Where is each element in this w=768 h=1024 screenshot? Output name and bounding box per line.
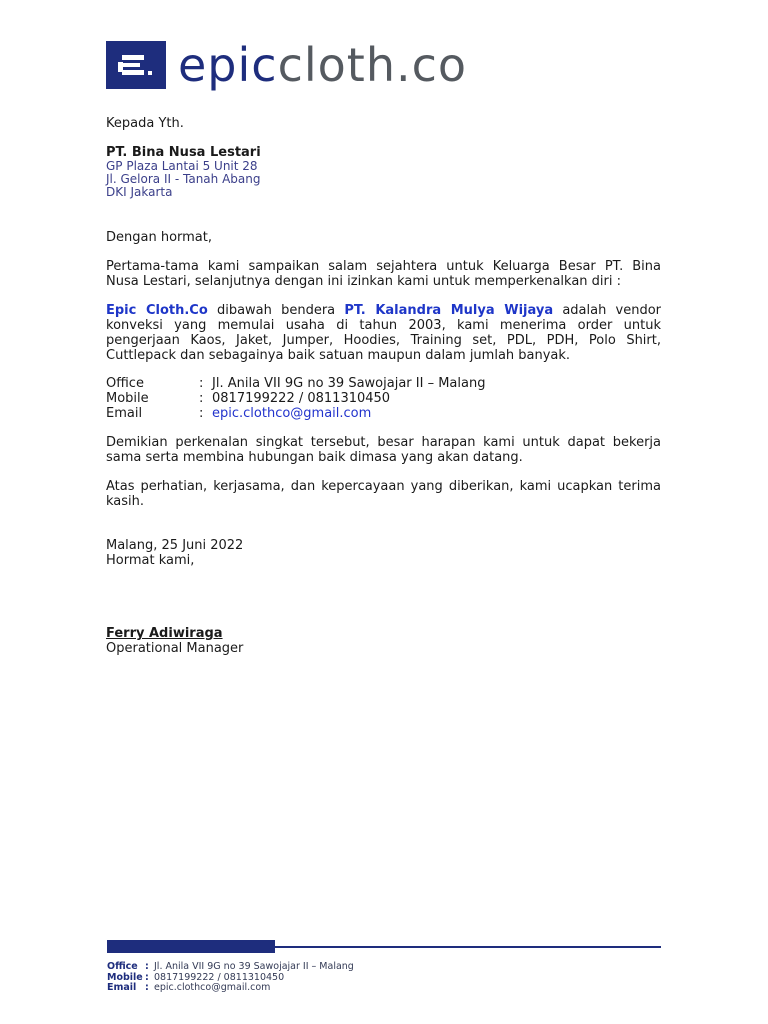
- paragraph-intro: [106, 259, 661, 289]
- contact-colon: :: [199, 376, 204, 391]
- text-fragment: adalah vendor: [553, 303, 662, 318]
- address-line: GP Plaza Lantai 5 Unit 28: [106, 159, 258, 173]
- footer-email-link[interactable]: epic.clothco@gmail.com: [154, 982, 271, 993]
- signer-name: Ferry Adiwiraga: [106, 626, 223, 641]
- contact-label: Mobile: [106, 391, 149, 406]
- contact-value: Jl. Anila VII 9G no 39 Sawojajar II – Malang: [212, 376, 486, 391]
- footer-value: 0817199222 / 0811310450: [154, 971, 285, 983]
- footer-contact: [107, 962, 354, 994]
- contact-block: [106, 376, 661, 421]
- logo-wordmark: [178, 40, 467, 90]
- paragraph-line: kasih.: [106, 494, 145, 509]
- footer-row-office: [107, 962, 354, 973]
- paragraph-thanks: [106, 479, 661, 509]
- paragraph-company: [106, 303, 661, 363]
- place-date: Malang, 25 Juni 2022: [106, 538, 244, 553]
- signer-title: Operational Manager: [106, 641, 244, 656]
- paragraph-line: Pertama-tama kami sampaikan salam sejahtera untuk Keluarga Besar PT. Bina: [106, 259, 661, 274]
- paragraph-closing: [106, 435, 661, 465]
- text-fragment: dibawah bendera: [207, 303, 345, 318]
- footer-colon: :: [145, 971, 149, 983]
- recipient-company: PT. Bina Nusa Lestari: [106, 145, 261, 160]
- contact-label: Office: [106, 376, 144, 391]
- footer-colon: :: [145, 961, 149, 972]
- address-line: DKI Jakarta: [106, 185, 173, 199]
- footer-colon: :: [145, 982, 149, 993]
- contact-colon: :: [199, 406, 204, 421]
- contact-value: 0817199222 / 0811310450: [212, 391, 391, 406]
- paragraph-line: Atas perhatian, kerjasama, dan kepercayaan yang diberikan, kami ucapkan terima: [106, 479, 661, 494]
- paragraph-line: Nusa Lestari, selanjutnya dengan ini izinkan kami untuk memperkenalkan diri :: [106, 274, 621, 289]
- closing: Hormat kami,: [106, 553, 195, 568]
- paragraph-line: pengerjaan Kaos, Jaket, Jumper, Hoodies, Training set, PDL, PDH, Polo Shirt,: [106, 333, 661, 348]
- footer-accent-bar: [107, 940, 275, 953]
- email-link[interactable]: epic.clothco@gmail.com: [212, 406, 372, 421]
- paragraph-line: Demikian perkenalan singkat tersebut, besar harapan kami untuk dapat bekerja: [106, 435, 661, 450]
- paragraph-line: konveksi yang memulai usaha di tahun 2003, kami menerima order untuk: [106, 318, 661, 333]
- greeting: Dengan hormat,: [106, 230, 213, 245]
- address-line: Jl. Gelora II - Tanah Abang: [106, 172, 261, 186]
- contact-colon: :: [199, 391, 204, 406]
- contact-row-mobile: [106, 391, 661, 406]
- contact-row-office: [106, 376, 661, 391]
- paragraph-line: Cuttlepack dan sebagainya baik satuan maupun dalam jumlah banyak.: [106, 348, 571, 363]
- recipient-address: [106, 160, 661, 199]
- logo-mark-icon: [106, 41, 166, 89]
- footer-divider: [275, 946, 661, 948]
- brand-name: Epic Cloth.Co: [106, 303, 208, 318]
- logo-text-cloth: cloth.co: [277, 38, 468, 92]
- footer-row-email: [107, 983, 354, 994]
- footer-label: Mobile: [107, 971, 143, 983]
- company-name: PT. Kalandra Mulya Wijaya: [344, 303, 554, 318]
- brand-logo: [106, 40, 467, 90]
- contact-row-email: [106, 406, 661, 421]
- footer-label: Office: [107, 961, 138, 972]
- salutation-to: Kepada Yth.: [106, 116, 184, 131]
- paragraph-line: sama serta membina hubungan baik dimasa yang akan datang.: [106, 450, 523, 465]
- footer-label: Email: [107, 982, 137, 993]
- contact-label: Email: [106, 406, 143, 421]
- footer-value: Jl. Anila VII 9G no 39 Sawojajar II – Malang: [154, 961, 354, 972]
- paragraph-line: [106, 303, 661, 318]
- logo-text-epic: epic: [178, 38, 278, 92]
